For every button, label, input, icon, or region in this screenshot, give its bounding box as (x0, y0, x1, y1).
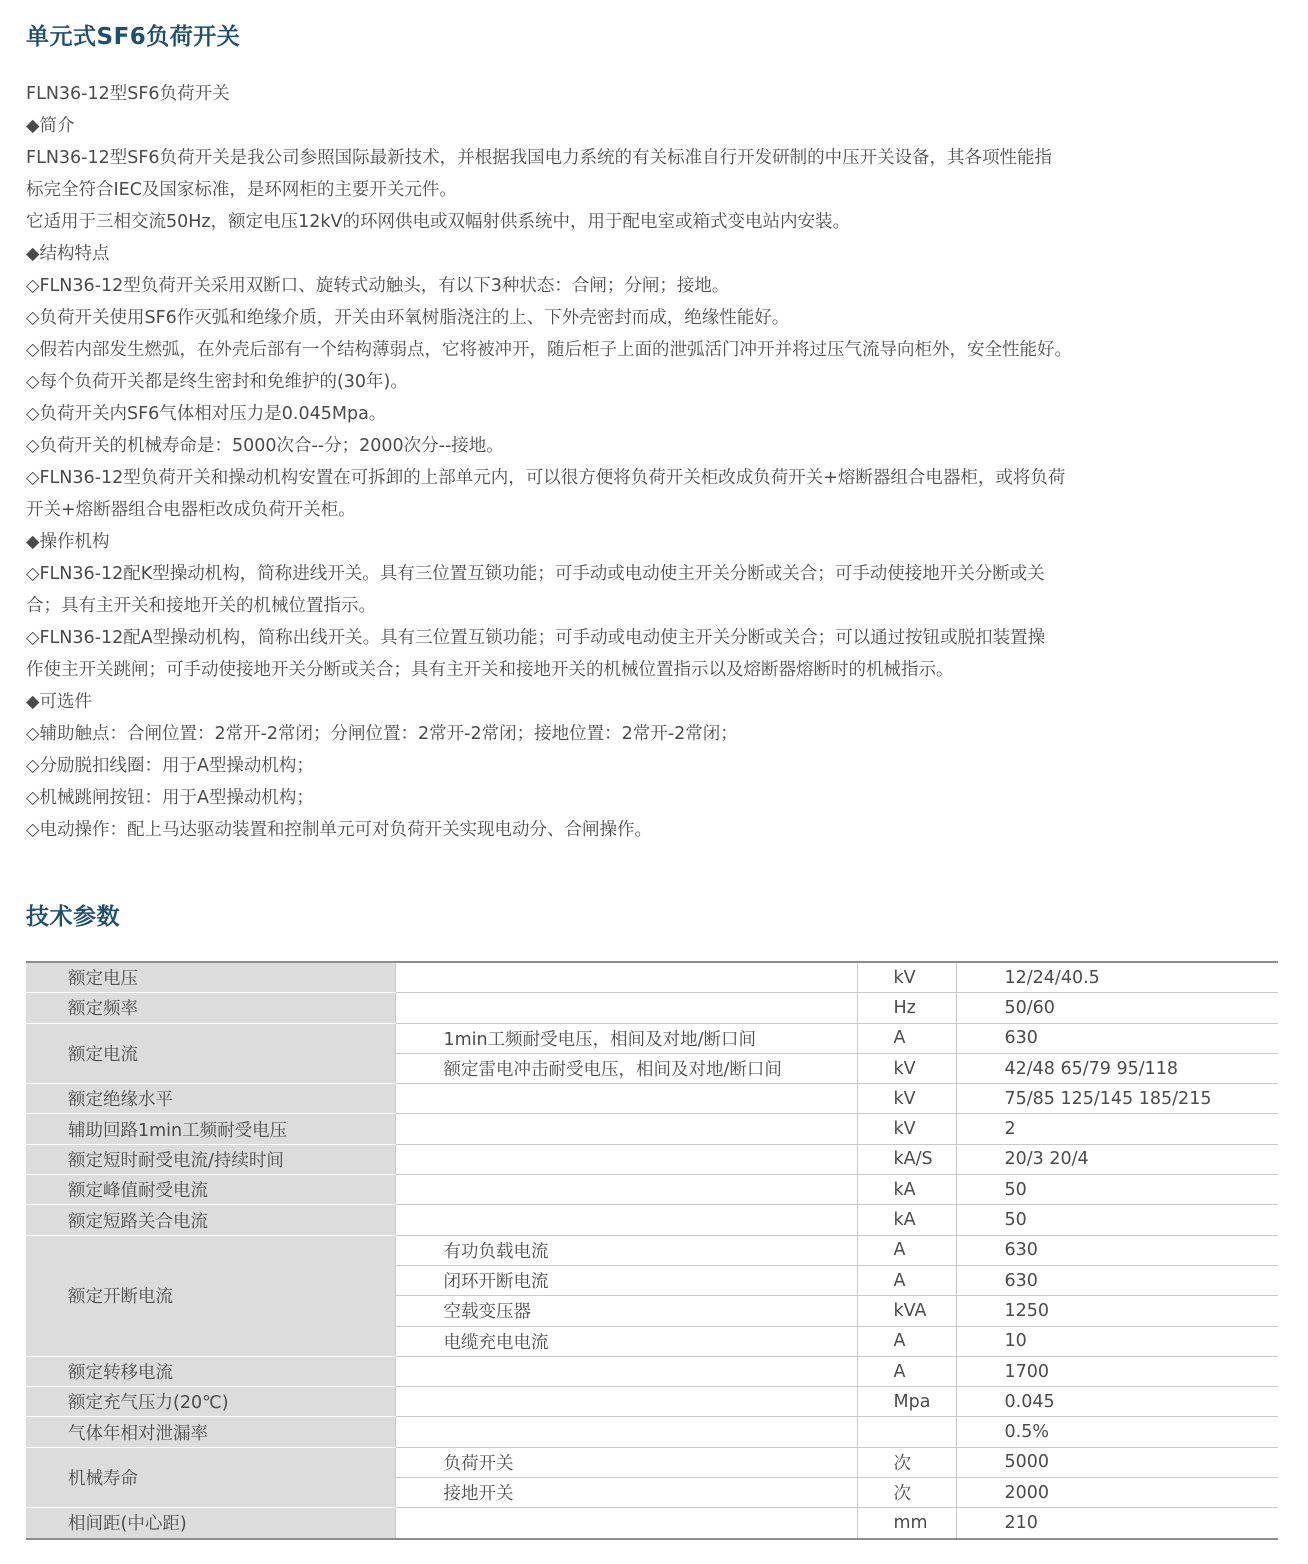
text-line: ◆操作机构 (26, 532, 110, 552)
param-cell: 额定开断电流 (26, 1235, 395, 1356)
value-cell: 630 (956, 1265, 1278, 1295)
value-cell: 1700 (956, 1356, 1278, 1386)
value-cell: 20/3 20/4 (956, 1144, 1278, 1174)
condition-cell: 接地开关 (395, 1478, 857, 1508)
page-title: 单元式SF6负荷开关 (26, 24, 241, 50)
text-line: FLN36-12型SF6负荷开关 (26, 84, 230, 104)
text-line: ◇负荷开关使用SF6作灭弧和绝缘介质，开关由环氧树脂浇注的上、下外壳密封而成，绝缘性能好。 (26, 308, 790, 328)
condition-cell: 额定雷电冲击耐受电压，相间及对地/断口间 (395, 1053, 857, 1083)
value-cell: 1250 (956, 1296, 1278, 1326)
unit-cell: kVA (857, 1296, 956, 1326)
table-row (26, 993, 1278, 1023)
value-cell: 0.5% (956, 1417, 1278, 1447)
value-cell: 42/48 65/79 95/118 (956, 1053, 1278, 1083)
text-line: ◇FLN36-12型负荷开关和操动机构安置在可拆卸的上部单元内，可以很方便将负荷开关柜改成负荷开关+熔断器组合电器柜，或将负荷 (26, 468, 1066, 488)
value-cell: 2 (956, 1114, 1278, 1144)
unit-cell: kV (857, 1114, 956, 1144)
text-line: ◇负荷开关的机械寿命是：5000次合--分；2000次分--接地。 (26, 436, 504, 456)
value-cell: 630 (956, 1023, 1278, 1053)
text-line: ◇每个负荷开关都是终生密封和免维护的(30年)。 (26, 372, 408, 392)
unit-cell (857, 1417, 956, 1447)
param-cell: 相间距(中心距) (26, 1508, 395, 1539)
unit-cell: 次 (857, 1447, 956, 1477)
text-line: 作使主开关跳闸；可手动使接地开关分断或关合；具有主开关和接地开关的机械位置指示以及熔断器熔断时的机械指示。 (26, 660, 954, 680)
condition-cell: 1min工频耐受电压，相间及对地/断口间 (395, 1023, 857, 1053)
unit-cell: 次 (857, 1478, 956, 1508)
unit-cell: A (857, 1265, 956, 1295)
unit-cell: A (857, 1356, 956, 1386)
condition-cell (395, 1114, 857, 1144)
condition-cell: 有功负载电流 (395, 1235, 857, 1265)
value-cell: 210 (956, 1508, 1278, 1539)
condition-cell (395, 1144, 857, 1174)
value-cell: 2000 (956, 1478, 1278, 1508)
text-line: ◇假若内部发生燃弧，在外壳后部有一个结构薄弱点，它将被冲开，随后柜子上面的泄弧活门冲开并将过压气流导向柜外，安全性能好。 (26, 340, 1072, 360)
text-line: ◇分励脱扣线圈：用于A型操动机构； (26, 756, 314, 776)
value-cell: 5000 (956, 1447, 1278, 1477)
value-cell: 10 (956, 1326, 1278, 1356)
unit-cell: kV (857, 1084, 956, 1114)
text-line: ◇FLN36-12配A型操动机构，简称出线开关。具有三位置互锁功能；可手动或电动使主开关分断或关合；可以通过按钮或脱扣装置操 (26, 628, 1046, 648)
condition-cell (395, 1417, 857, 1447)
param-cell: 额定电流 (26, 1023, 395, 1084)
param-cell: 额定转移电流 (26, 1356, 395, 1386)
unit-cell: Mpa (857, 1387, 956, 1417)
param-cell: 额定短时耐受电流/持续时间 (26, 1144, 395, 1174)
unit-cell: A (857, 1235, 956, 1265)
spec-table (26, 961, 1278, 1540)
value-cell: 50 (956, 1205, 1278, 1235)
unit-cell: kA (857, 1205, 956, 1235)
table-row (26, 1205, 1278, 1235)
condition-cell (395, 962, 857, 993)
value-cell: 75/85 125/145 185/215 (956, 1084, 1278, 1114)
condition-cell (395, 1175, 857, 1205)
text-line: FLN36-12型SF6负荷开关是我公司参照国际最新技术，并根据我国电力系统的有关标准自行开发研制的中压开关设备，其各项性能指 (26, 148, 1053, 168)
table-row (26, 1175, 1278, 1205)
text-line: ◇负荷开关内SF6气体相对压力是0.045Mpa。 (26, 404, 387, 424)
table-row (26, 1356, 1278, 1386)
unit-cell: kV (857, 1053, 956, 1083)
table-row (26, 1508, 1278, 1539)
text-line: 开关+熔断器组合电器柜改成负荷开关柜。 (26, 500, 356, 520)
param-cell: 气体年相对泄漏率 (26, 1417, 395, 1447)
spec-title: 技术参数 (26, 904, 120, 930)
condition-cell (395, 1508, 857, 1539)
text-line: 它适用于三相交流50Hz，额定电压12kV的环网供电或双幅射供系统中，用于配电室或箱式变电站内安装。 (26, 212, 850, 232)
value-cell: 50/60 (956, 993, 1278, 1023)
table-row (26, 962, 1278, 993)
text-line: ◆可选件 (26, 692, 92, 712)
text-line: ◆结构特点 (26, 244, 110, 264)
param-cell: 机械寿命 (26, 1447, 395, 1508)
unit-cell: Hz (857, 993, 956, 1023)
condition-cell: 负荷开关 (395, 1447, 857, 1477)
condition-cell (395, 1356, 857, 1386)
param-cell: 额定短路关合电流 (26, 1205, 395, 1235)
text-line: ◇FLN36-12配K型操动机构，简称进线开关。具有三位置互锁功能；可手动或电动使主开关分断或关合；可手动使接地开关分断或关 (26, 564, 1045, 584)
table-row (26, 1114, 1278, 1144)
text-line: ◇电动操作：配上马达驱动装置和控制单元可对负荷开关实现电动分、合闸操作。 (26, 820, 652, 840)
value-cell: 0.045 (956, 1387, 1278, 1417)
param-cell: 额定绝缘水平 (26, 1084, 395, 1114)
value-cell: 12/24/40.5 (956, 962, 1278, 993)
param-cell: 额定频率 (26, 993, 395, 1023)
condition-cell (395, 1205, 857, 1235)
unit-cell: mm (857, 1508, 956, 1539)
condition-cell: 闭环开断电流 (395, 1265, 857, 1295)
table-row (26, 1417, 1278, 1447)
text-line: ◆简介 (26, 116, 75, 136)
unit-cell: A (857, 1023, 956, 1053)
table-row (26, 1084, 1278, 1114)
param-cell: 额定峰值耐受电流 (26, 1175, 395, 1205)
param-cell: 额定电压 (26, 962, 395, 993)
unit-cell: kA (857, 1175, 956, 1205)
table-row (26, 1387, 1278, 1417)
condition-cell (395, 993, 857, 1023)
text-line: ◇辅助触点：合闸位置：2常开-2常闭；分闸位置：2常开-2常闭；接地位置：2常开-2常闭； (26, 724, 738, 744)
condition-cell (395, 1387, 857, 1417)
text-line: 合；具有主开关和接地开关的机械位置指示。 (26, 596, 376, 616)
condition-cell: 空载变压器 (395, 1296, 857, 1326)
unit-cell: kV (857, 962, 956, 993)
table-row (26, 1235, 1278, 1265)
value-cell: 50 (956, 1175, 1278, 1205)
table-row (26, 1144, 1278, 1174)
param-cell: 辅助回路1min工频耐受电压 (26, 1114, 395, 1144)
condition-cell: 电缆充电电流 (395, 1326, 857, 1356)
unit-cell: kA/S (857, 1144, 956, 1174)
table-row (26, 1023, 1278, 1053)
condition-cell (395, 1084, 857, 1114)
param-cell: 额定充气压力(20℃) (26, 1387, 395, 1417)
text-line: ◇机械跳闸按钮：用于A型操动机构； (26, 788, 314, 808)
product-description (26, 78, 1288, 846)
text-line: 标完全符合IEC及国家标准，是环网柜的主要开关元件。 (26, 180, 457, 200)
table-row (26, 1447, 1278, 1477)
text-line: ◇FLN36-12型负荷开关采用双断口、旋转式动触头，有以下3种状态：合闸；分闸；接地。 (26, 276, 730, 296)
unit-cell: A (857, 1326, 956, 1356)
value-cell: 630 (956, 1235, 1278, 1265)
